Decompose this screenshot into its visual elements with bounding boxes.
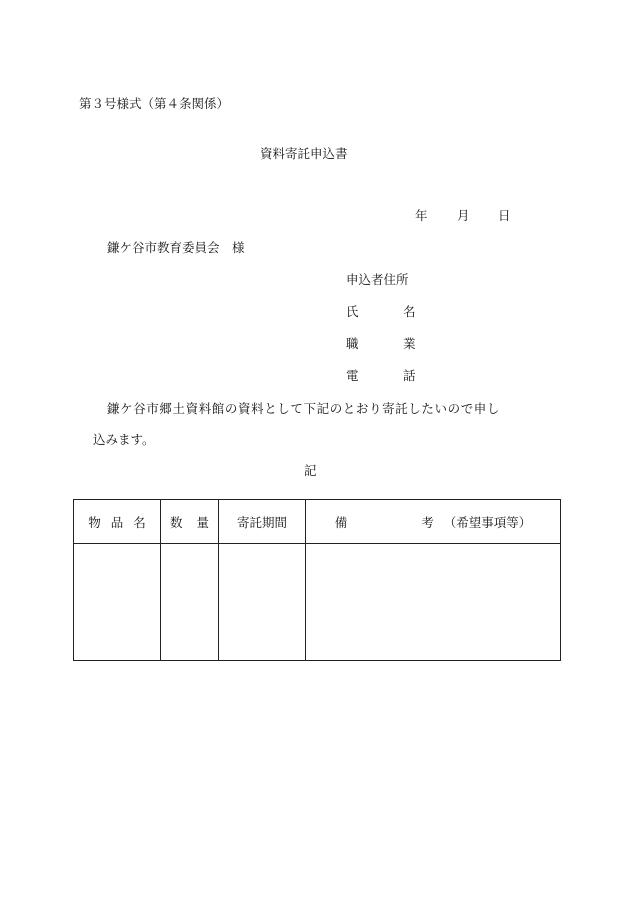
applicant-occupation-label-1: 職	[346, 336, 359, 351]
table-row	[74, 544, 561, 661]
body-text-line-2: 込みます。	[93, 432, 155, 447]
table-header-row	[74, 500, 561, 544]
applicant-name-label-1: 氏	[346, 304, 359, 319]
cell-remarks[interactable]	[306, 544, 561, 661]
header-item-name: 物 品 名	[74, 500, 161, 544]
header-deposit-period: 寄託期間	[219, 500, 306, 544]
ki-heading: 記	[304, 463, 317, 478]
date-month-label: 月	[457, 208, 470, 223]
body-text-line-1: 鎌ケ谷市郷土資料館の資料として下記のとおり寄託したいので申し	[107, 401, 501, 416]
form-number: 第３号様式（第４条関係）	[79, 96, 230, 111]
deposit-items-table	[73, 499, 561, 661]
document-title: 資料寄託申込書	[260, 146, 348, 161]
header-remarks: 備 考 （希望事項等）	[306, 500, 561, 544]
applicant-phone-label-2: 話	[403, 368, 416, 383]
applicant-phone-label-1: 電	[346, 368, 359, 383]
cell-deposit-period[interactable]	[219, 544, 306, 661]
applicant-name-label-2: 名	[403, 304, 416, 319]
addressee: 鎌ケ谷市教育委員会 様	[107, 240, 245, 255]
cell-quantity[interactable]	[161, 544, 219, 661]
cell-item-name[interactable]	[74, 544, 161, 661]
applicant-address-label: 申込者住所	[346, 272, 409, 287]
applicant-occupation-label-2: 業	[403, 336, 416, 351]
header-quantity: 数 量	[161, 500, 219, 544]
date-year-label: 年	[415, 208, 428, 223]
date-day-label: 日	[498, 208, 511, 223]
